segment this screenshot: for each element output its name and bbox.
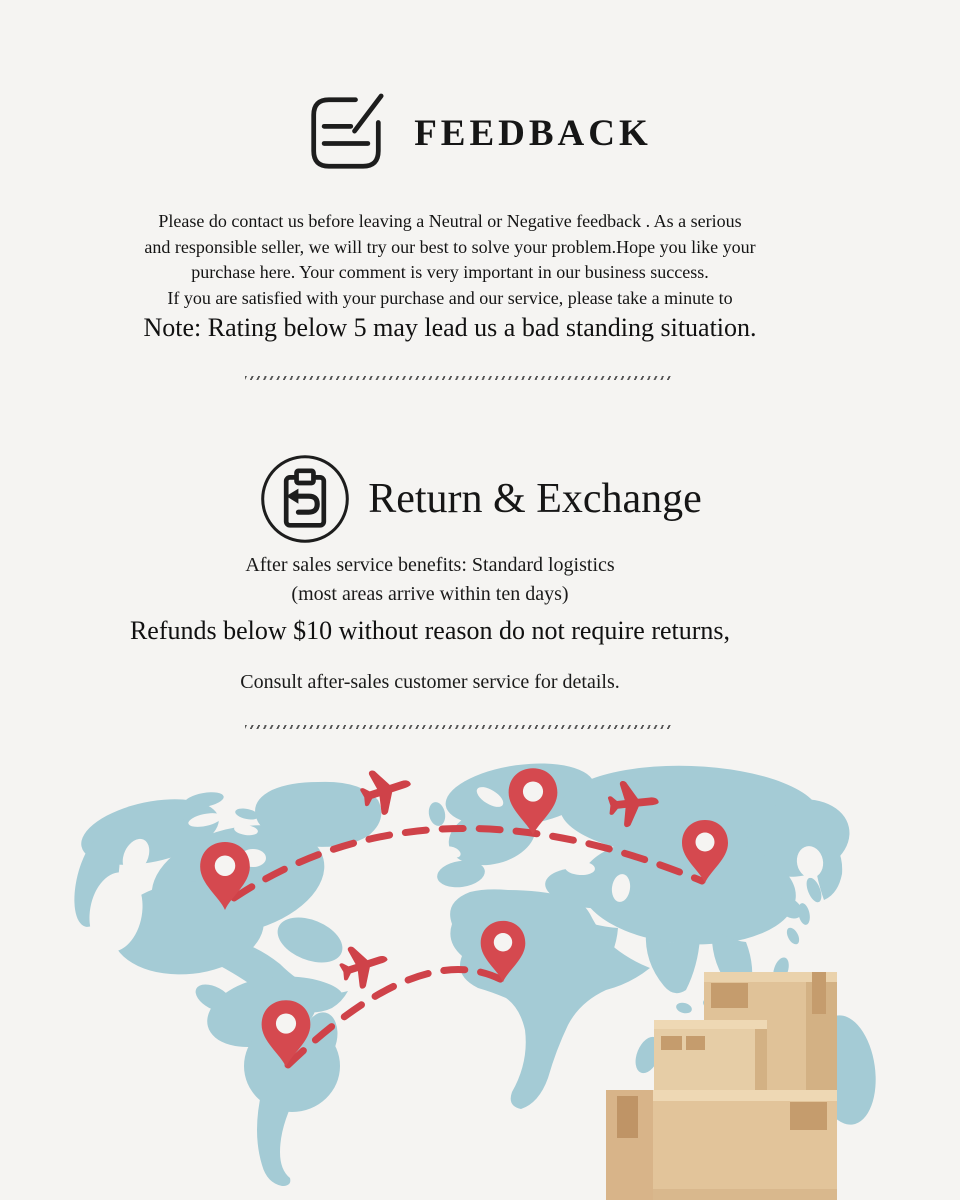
world-shipping-map [0, 740, 960, 1200]
airplane-icon [335, 937, 394, 993]
cardboard-boxes [606, 972, 837, 1200]
return-policy-line: After sales service benefits: Standard logistics [245, 554, 615, 576]
feedback-line: purchase here. Your comment is very important in our business success. [191, 262, 709, 282]
feedback-header [0, 90, 960, 176]
edit-note-icon [308, 90, 384, 176]
return-policy-lines [0, 551, 860, 608]
shipping-box-bottom [606, 1090, 837, 1200]
return-exchange-title: Return & Exchange [368, 476, 702, 522]
feedback-line: Please do contact us before leaving a Neutral or Negative feedback . As a serious [158, 211, 742, 231]
feedback-line: and responsible seller, we will try our best to solve your problem.Hope you like your [144, 236, 756, 257]
refund-highlight: Refunds below $10 without reason do not require returns, [129, 616, 731, 645]
return-exchange-header [0, 452, 960, 546]
feedback-line: If you are satisfied with your purchase and our service, please take a minute to [167, 287, 733, 308]
feedback-title: FEEDBACK [414, 112, 652, 154]
shipping-box-middle [654, 1020, 767, 1095]
dashed-divider [245, 725, 673, 729]
consult-footnote: Consult after-sales customer service for details. [240, 671, 620, 693]
continent-south-america [191, 966, 344, 1186]
feedback-note: Note: Rating below 5 may lead us a bad standing situation. [143, 313, 757, 342]
dashed-divider [245, 376, 673, 380]
return-clipboard-icon [258, 452, 352, 546]
return-policy-line: (most areas arrive within ten days) [291, 582, 569, 605]
feedback-paragraph [0, 209, 900, 311]
